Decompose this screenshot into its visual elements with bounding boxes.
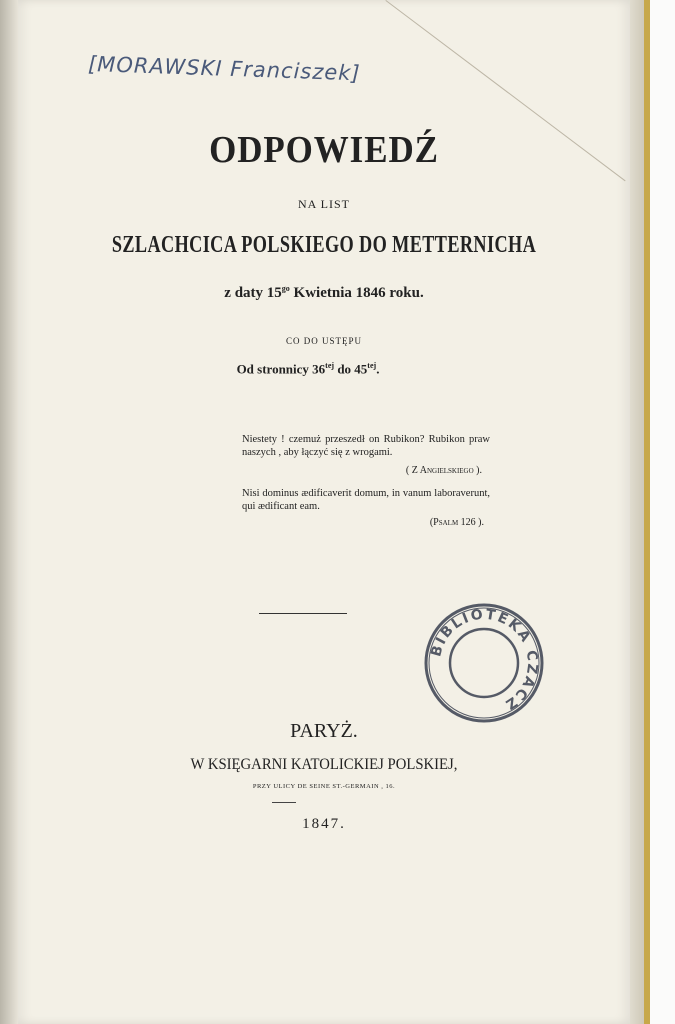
handwritten-attribution: [MORAWSKI Franciszek] xyxy=(87,51,362,86)
divider-rule xyxy=(259,613,347,614)
imprint-address: PRZY ULICY DE SEINE ST.-GERMAIN , 16. xyxy=(252,783,396,790)
title-page xyxy=(18,0,630,1024)
stronnicy-pre: Od stronnicy 36 xyxy=(236,361,326,377)
stronnicy-post: . xyxy=(376,361,380,377)
epigraph-1-source: ( Z Angielskiego ). xyxy=(405,465,482,476)
page-title: ODPOWIEDŹ xyxy=(209,129,439,171)
epigraph-2: Nisi dominus ædificaverit domum, in vanum laboraverunt, qui ædificant eam. xyxy=(242,488,490,512)
book-gutter xyxy=(630,0,644,1024)
imprint-city: PARYŻ. xyxy=(290,720,358,742)
stamp-text: BIBLIOTEKA CZACZ xyxy=(428,606,541,714)
co-do-ustepu: CO DO USTĘPU xyxy=(285,336,362,346)
imprint-rule xyxy=(272,802,296,803)
date-sup: go xyxy=(281,284,290,293)
date-pre: z daty 15 xyxy=(224,285,282,301)
stronnicy-mid: do 45 xyxy=(334,361,368,377)
na-list-label: NA LIST xyxy=(298,197,350,211)
stronnicy-sup1: tej xyxy=(325,361,335,370)
epigraph-2-source: (Psalm 126 ). xyxy=(429,517,484,528)
imprint-year: 1847. xyxy=(302,816,346,832)
date-line xyxy=(18,284,630,302)
imprint-publisher: W KSIĘGARNI KATOLICKIEJ POLSKIEJ, xyxy=(190,756,458,773)
stronnicy-line xyxy=(2,361,614,377)
library-stamp xyxy=(423,602,545,724)
epigraph-1: Niestety ! czemuż przeszedł on Rubikon? Rubikon praw naszych , aby łączyć się z wrogami. xyxy=(242,434,490,458)
date-post: Kwietnia 1846 roku. xyxy=(289,285,424,301)
page-subtitle: SZLACHCICA POLSKIEGO DO METTERNICHA xyxy=(111,232,537,258)
background xyxy=(650,0,675,1024)
left-page-edge xyxy=(0,0,18,1024)
stronnicy-sup2: tej xyxy=(367,361,377,370)
